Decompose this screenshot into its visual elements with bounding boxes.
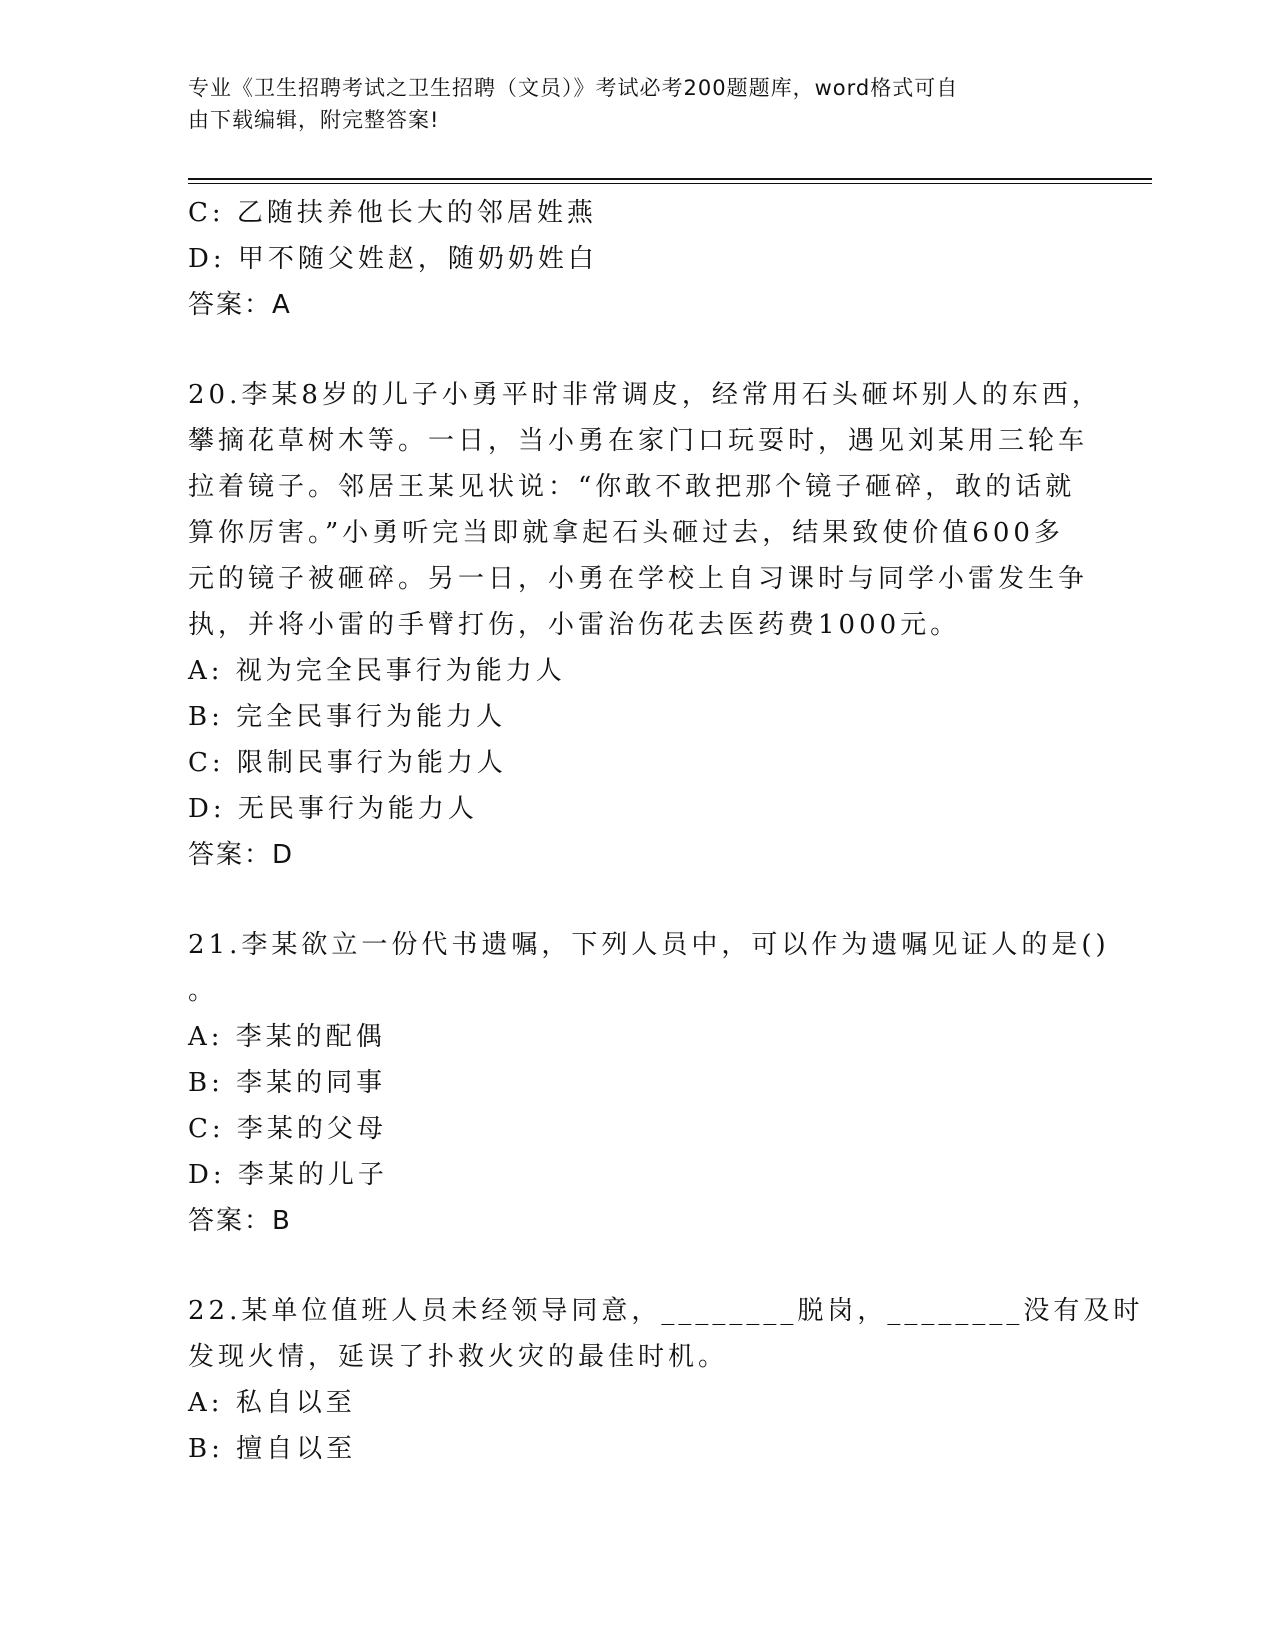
- document-body: [188, 190, 1144, 1472]
- question-stem-line: 攀摘花草树木等。一日，当小勇在家门口玩耍时，遇见刘某用三轮车: [188, 426, 1089, 456]
- question-stem-line: 22.某单位值班人员未经领导同意，________脱岗，________没有及时: [188, 1296, 1144, 1326]
- question-stem-line: 21.李某欲立一份代书遗嘱，下列人员中，可以作为遗嘱见证人的是(): [188, 930, 1110, 960]
- question-stem-line: 算你厉害。”小勇听完当即就拿起石头砸过去，结果致使价值600多: [188, 518, 1064, 548]
- question-stem-line: 执，并将小雷的手臂打伤，小雷治伤花去医药费1000元。: [188, 610, 961, 640]
- option-a: A: 李某的配偶: [188, 1022, 386, 1052]
- question-stem-line: 。: [188, 976, 219, 1006]
- option-b: B: 擅自以至: [188, 1434, 357, 1464]
- question-20: [188, 372, 1102, 878]
- option-b: B: 完全民事行为能力人: [188, 702, 507, 732]
- header-line-1: 专业《卫生招聘考试之卫生招聘（文员）》考试必考200题题库，word格式可自: [188, 76, 959, 100]
- option-c: C: 乙随扶养他长大的邻居姓燕: [188, 198, 597, 228]
- question-21: [188, 922, 1110, 1244]
- header-line-2: 由下载编辑，附完整答案!: [188, 108, 440, 132]
- option-d: D: 无民事行为能力人: [188, 794, 478, 824]
- header-divider-thin: [188, 183, 1152, 184]
- answer-line: 答案：B: [188, 1206, 292, 1236]
- option-a: A: 私自以至: [188, 1388, 356, 1418]
- answer-line: 答案：D: [188, 840, 295, 870]
- answer-line: 答案：A: [188, 290, 292, 320]
- question-stem-line: 元的镜子被砸碎。另一日，小勇在学校上自习课时与同学小雷发生争: [188, 564, 1089, 594]
- question-stem-line: 拉着镜子。邻居王某见状说：“你敢不敢把那个镜子砸碎，敢的话就: [188, 472, 1076, 502]
- option-d: D: 李某的儿子: [188, 1160, 388, 1190]
- question-stem-line: 发现火情，延误了扑救火灾的最佳时机。: [188, 1342, 729, 1372]
- option-b: B: 李某的同事: [188, 1068, 387, 1098]
- question-22: [188, 1288, 1144, 1472]
- header-divider-thick: [188, 178, 1152, 180]
- option-d: D: 甲不随父姓赵，随奶奶姓白: [188, 244, 598, 274]
- option-c: C: 李某的父母: [188, 1114, 387, 1144]
- document-header: [188, 72, 1068, 136]
- question-stem-line: 20.李某8岁的儿子小勇平时非常调皮，经常用石头砸坏别人的东西，: [188, 380, 1102, 410]
- option-c: C: 限制民事行为能力人: [188, 748, 507, 778]
- question-fragment: [188, 190, 1078, 328]
- option-a: A: 视为完全民事行为能力人: [188, 656, 566, 686]
